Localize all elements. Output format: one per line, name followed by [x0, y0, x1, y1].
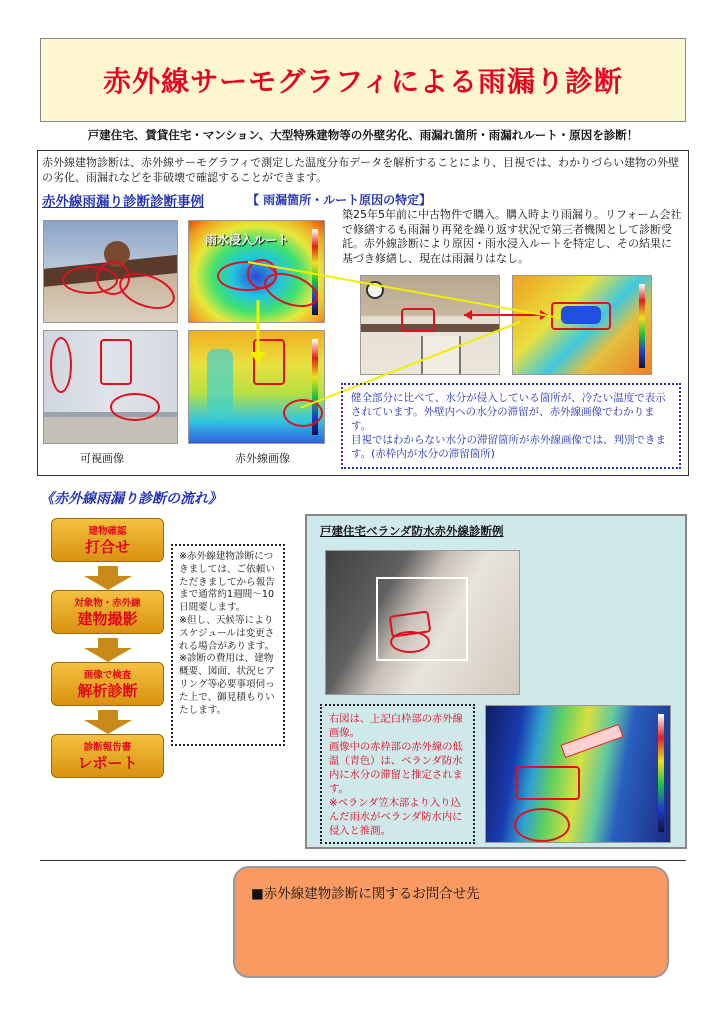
divider — [40, 860, 686, 861]
flow-step-main: レポート — [77, 754, 138, 772]
flow-note: ※赤外線建物診断につきましては、ご依頼いただきましてから報告まで通常約1週間～10日間要します。 ※但し、天候等によりスケジュールは変更される場合があります。 ※診断の費用は、建物概要、図面、状況ヒアリング等必要事項伺った上で、御見積もりいたします。 — [171, 544, 285, 746]
veranda-note: 右図は、上記白枠部の赤外線画像。 画像中の赤枠部の赤外線の低温（青色）は、ベランダ防水内に水分の滞留と推定されます。 ※ベランダ笠木部より入り込んだ雨水がベランダ防水内に侵入と推測。 — [320, 704, 475, 844]
veranda-infrared-photo — [485, 705, 671, 843]
flow-step-meeting — [51, 518, 164, 562]
intro-text: 赤外線建物診断は、赤外線サーモグラフィで測定した温度分布データを解析することにより、目視では、わかりづらい建物の外壁の劣化、雨漏れなどを非破壊で確認することができます。 — [42, 156, 680, 184]
flow-step-sub: 対象物・赤外線 — [74, 598, 141, 609]
flow-step-sub: 建物確認 — [88, 526, 127, 537]
page-subtitle: 戸建住宅、賃貸住宅・マンション、大型特殊建物等の外壁劣化、雨漏れ箇所・雨漏れルート・原因を診断！ — [87, 128, 639, 142]
flow-arrow-icon — [84, 648, 132, 662]
case-note: 健全部分に比べて、水分が侵入している箇所が、冷たい温度で表示されています。外壁内への水分の滞留が、赤外線画像でわかります。 目視ではわからない水分の滞留箇所が赤外線画像では、判別できます。(赤枠内が水分の滞留箇所) — [341, 383, 681, 469]
case-story: 築25年5年前に中古物件で購入。購入時より雨漏り。リフォーム会社で修繕するも雨漏り再発を繰り返す状況で第三者機関として診断受託。赤外線診断により原因・雨水浸入ルートを特定し、その結果に基づき修繕し、現在は雨漏りはなし。 — [342, 208, 682, 265]
flow-step-analysis — [51, 662, 164, 706]
visible-image-caption: 可視画像 — [80, 452, 124, 465]
infrared-image-caption: 赤外線画像 — [235, 452, 290, 465]
veranda-visible-photo — [325, 550, 520, 695]
flow-step-main: 打合せ — [84, 538, 130, 556]
flow-arrow-icon — [84, 720, 132, 734]
flow-step-sub: 診断報告書 — [83, 742, 132, 753]
veranda-title: 戸建住宅ベランダ防水赤外線診断例 — [320, 524, 504, 538]
rain-route-label: 雨水浸入ルート — [205, 233, 290, 247]
contact-box — [233, 866, 669, 978]
flow-step-main: 建物撮影 — [77, 610, 138, 628]
case-title: 赤外線雨漏り診断診断事例 — [42, 194, 204, 210]
flow-title: 《赤外線雨漏り診断の流れ》 — [40, 491, 222, 507]
case-subtitle: 【 雨漏箇所・ルート原因の特定】 — [247, 193, 432, 207]
contact-label: ■赤外線建物診断に関するお問合せ先 — [251, 886, 480, 902]
flow-step-sub: 画像で検査 — [83, 670, 132, 681]
flow-step-main: 解析診断 — [77, 682, 138, 700]
flow-step-report — [51, 734, 164, 778]
flow-step-shooting — [51, 590, 164, 634]
page-title: 赤外線サーモグラフィによる雨漏り診断 — [103, 65, 623, 98]
flow-arrow-icon — [84, 576, 132, 590]
